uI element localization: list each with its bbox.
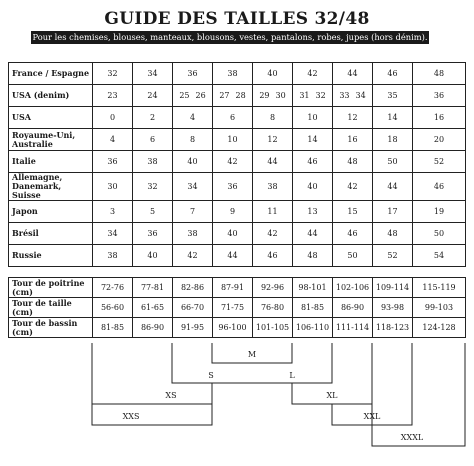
table-cell: 50 [413, 223, 466, 245]
table-cell: 16 [413, 107, 466, 129]
table-cell: 72-76 [93, 278, 133, 298]
table-cell: 38 [253, 173, 293, 201]
table-cell: 92-96 [253, 278, 293, 298]
table-cell: 7 [173, 201, 213, 223]
size-label-xxxl: XXXL [400, 433, 424, 442]
cell-value: 26 [195, 91, 206, 100]
table-cell: 81-85 [93, 318, 133, 338]
table-cell: 6 [213, 107, 253, 129]
cell-value: 30 [275, 91, 286, 100]
table-cell: 48 [413, 63, 466, 85]
size-label-m: M [247, 350, 257, 359]
table-cell: 46 [373, 63, 413, 85]
table-cell: 48 [293, 245, 333, 267]
table-cell: 109-114 [373, 278, 413, 298]
table-cell: 38 [133, 151, 173, 173]
table-cell: 42 [333, 173, 373, 201]
bracket-xxxl [372, 343, 465, 446]
table-cell: 93-98 [373, 298, 413, 318]
table-cell: 12 [333, 107, 373, 129]
table-cell: 6 [133, 129, 173, 151]
cell-value: 29 [259, 91, 270, 100]
table-cell: 36 [93, 151, 133, 173]
table-cell: 5 [133, 201, 173, 223]
table-cell: 8 [253, 107, 293, 129]
table-cell: 44 [333, 63, 373, 85]
table-cell: 52 [373, 245, 413, 267]
table-cell: 44 [293, 223, 333, 245]
table-cell: 32 [93, 63, 133, 85]
table-cell: 13 [293, 201, 333, 223]
table-cell: 46 [293, 151, 333, 173]
cell-value: 28 [235, 91, 246, 100]
size-label-xl: XL [326, 391, 338, 400]
table-cell: 52 [413, 151, 466, 173]
row-label: Tour de poitrine (cm) [9, 278, 93, 298]
table-cell: 71-75 [213, 298, 253, 318]
table-cell: 3 [93, 201, 133, 223]
table-cell: 42 [173, 245, 213, 267]
table-cell: 50 [333, 245, 373, 267]
cell-value: 34 [355, 91, 366, 100]
row-label: France / Espagne [9, 63, 93, 85]
table-cell: 36 [173, 63, 213, 85]
row-label: Tour de taille (cm) [9, 298, 93, 318]
table-cell: 32 [133, 173, 173, 201]
table-cell: 50 [373, 151, 413, 173]
subtitle-banner: Pour les chemises, blouses, manteaux, blousons, vestes, pantalons, robes, jupes (hors dénim). [32, 32, 428, 42]
table-cell: 20 [413, 129, 466, 151]
bracket-xxs [92, 404, 212, 425]
size-label-xxl: XXL [363, 412, 381, 421]
row-label: Russie [9, 245, 93, 267]
table-cell: 40 [213, 223, 253, 245]
cell-value: 31 [299, 91, 310, 100]
table-cell: 36 [133, 223, 173, 245]
row-label: Japon [9, 201, 93, 223]
table-cell: 19 [413, 201, 466, 223]
table-cell: 106-110 [293, 318, 333, 338]
table-cell: 36 [213, 173, 253, 201]
table-cell: 87-91 [213, 278, 253, 298]
table-cell: 10 [213, 129, 253, 151]
row-label: Italie [9, 151, 93, 173]
table-cell: 102-106 [333, 278, 373, 298]
table-cell: 4 [173, 107, 213, 129]
table-cell: 42 [293, 63, 333, 85]
row-label: USA [9, 107, 93, 129]
table-cell: 76-80 [253, 298, 293, 318]
cell-value: 25 [179, 91, 190, 100]
table-cell: 14 [293, 129, 333, 151]
table-cell: 40 [293, 173, 333, 201]
table-cell: 10 [293, 107, 333, 129]
table-cell: 56-60 [93, 298, 133, 318]
size-label-s: S [208, 371, 214, 380]
table-cell: 34 [93, 223, 133, 245]
table-cell: 40 [133, 245, 173, 267]
table-cell: 38 [213, 63, 253, 85]
table-cell: 115-119 [413, 278, 466, 298]
table-cell: 15 [333, 201, 373, 223]
table-cell: 86-90 [133, 318, 173, 338]
page-title: GUIDE DES TAILLES 32/48 [104, 9, 370, 29]
table-cell: 0 [93, 107, 133, 129]
table-cell: 4 [93, 129, 133, 151]
row-label: USA (denim) [9, 85, 93, 107]
table-cell: 46 [413, 173, 466, 201]
table-cell: 54 [413, 245, 466, 267]
table-cell: 2 [133, 107, 173, 129]
size-label-l: L [289, 371, 295, 380]
table-cell: 61-65 [133, 298, 173, 318]
table-cell: 40 [173, 151, 213, 173]
cell-value: 27 [219, 91, 230, 100]
size-label-xxs: XXS [122, 412, 140, 421]
table-cell: 40 [253, 63, 293, 85]
table-cell: 46 [253, 245, 293, 267]
table-cell: 34 [133, 63, 173, 85]
cell-value: 24 [147, 91, 158, 100]
table-cell: 101-105 [253, 318, 293, 338]
row-label: Brésil [9, 223, 93, 245]
table-cell: 82-86 [173, 278, 213, 298]
table-cell: 96-100 [213, 318, 253, 338]
table-cell: 111-114 [333, 318, 373, 338]
table-cell: 91-95 [173, 318, 213, 338]
table-cell: 14 [373, 107, 413, 129]
table-cell: 30 [93, 173, 133, 201]
table-cell: 17 [373, 201, 413, 223]
cell-value: 33 [339, 91, 350, 100]
table-cell: 34 [173, 173, 213, 201]
table-cell: 44 [213, 245, 253, 267]
table-cell: 38 [173, 223, 213, 245]
table-cell: 124-128 [413, 318, 466, 338]
table-cell: 8 [173, 129, 213, 151]
table-cell: 118-123 [373, 318, 413, 338]
table-cell: 18 [373, 129, 413, 151]
row-label: Royaume-Uni, Australie [9, 129, 93, 151]
table-cell: 44 [253, 151, 293, 173]
cell-value: 32 [315, 91, 326, 100]
row-label: Allemagne, Danemark, Suisse [9, 173, 93, 201]
table-cell: 77-81 [133, 278, 173, 298]
table-cell: 98-101 [293, 278, 333, 298]
table-cell: 66-70 [173, 298, 213, 318]
size-label-xs: XS [165, 391, 177, 400]
table-cell: 11 [253, 201, 293, 223]
cell-value: 36 [433, 91, 445, 100]
table-cell: 86-90 [333, 298, 373, 318]
table-cell: 44 [373, 173, 413, 201]
table-cell: 81-85 [293, 298, 333, 318]
table-cell: 48 [373, 223, 413, 245]
table-cell: 16 [333, 129, 373, 151]
table-cell: 99-103 [413, 298, 466, 318]
cell-value: 35 [387, 91, 398, 100]
table-cell: 46 [333, 223, 373, 245]
table-cell: 48 [333, 151, 373, 173]
table-cell: 42 [213, 151, 253, 173]
table-cell: 42 [253, 223, 293, 245]
row-label: Tour de bassin (cm) [9, 318, 93, 338]
table-cell: 12 [253, 129, 293, 151]
cell-value: 23 [107, 91, 118, 100]
table-cell: 9 [213, 201, 253, 223]
table-cell: 38 [93, 245, 133, 267]
